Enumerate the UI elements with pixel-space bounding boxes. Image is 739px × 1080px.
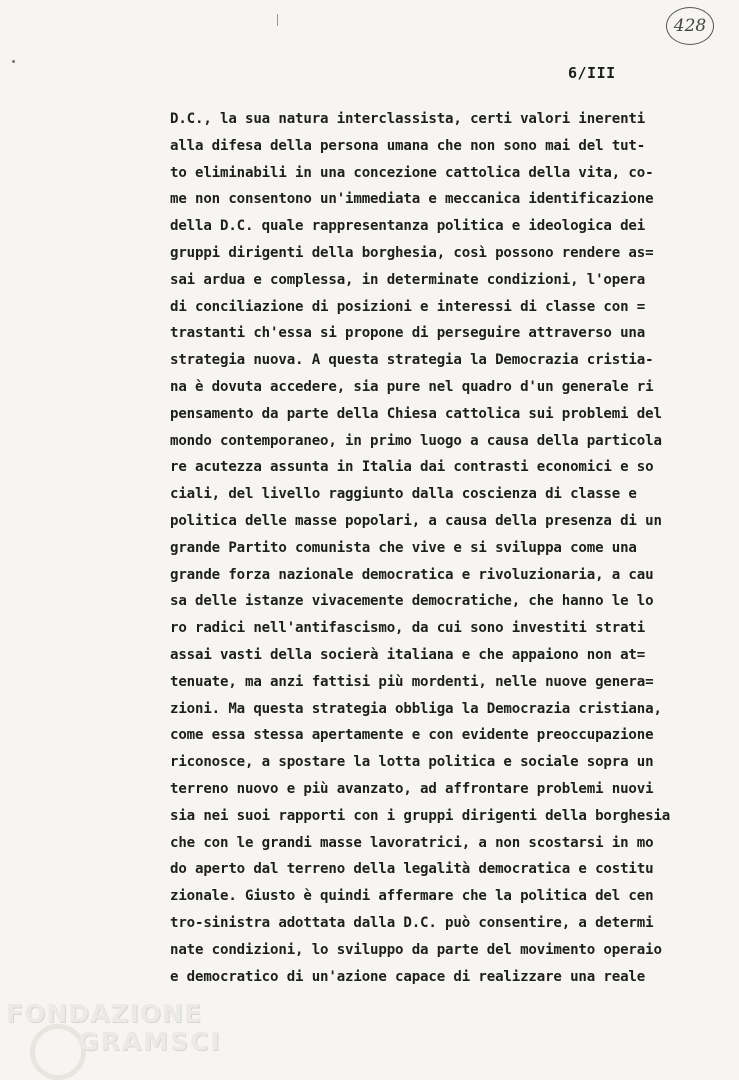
text-line: ro radici nell'antifascismo, da cui sono investiti strati bbox=[170, 620, 646, 637]
text-line: pensamento da parte della Chiesa cattolica sui problemi del bbox=[170, 405, 662, 422]
text-line: re acutezza assunta in Italia dai contrasti economici e so bbox=[170, 459, 654, 476]
text-line: me non consentono un'immediata e meccanica identificazione bbox=[170, 191, 654, 208]
text-line: strategia nuova. A questa strategia la Democrazia cristia- bbox=[170, 352, 654, 369]
text-line: della D.C. quale rappresentanza politica e ideologica dei bbox=[170, 218, 646, 235]
text-line: riconosce, a spostare la lotta politica e sociale sopra un bbox=[170, 754, 654, 771]
text-line: do aperto dal terreno della legalità democratica e costitu bbox=[170, 861, 654, 878]
text-line: mondo contemporaneo, in primo luogo a causa della particola bbox=[170, 432, 662, 449]
text-line: na è dovuta accedere, sia pure nel quadro d'un generale ri bbox=[170, 378, 654, 395]
text-line: gruppi dirigenti della borghesia, così possono rendere as= bbox=[170, 244, 654, 261]
ink-dot bbox=[12, 60, 15, 63]
watermark-line-1: FONDAZIONE bbox=[6, 999, 203, 1028]
text-line: sai ardua e complessa, in determinate condizioni, l'opera bbox=[170, 271, 646, 288]
text-line: to eliminabili in una concezione cattolica della vita, co- bbox=[170, 164, 654, 181]
text-line: zionale. Giusto è quindi affermare che la politica del cen bbox=[170, 888, 654, 905]
text-line: di conciliazione di posizioni e interessi di classe con = bbox=[170, 298, 646, 315]
body-text bbox=[170, 106, 730, 990]
text-line: zioni. Ma questa strategia obbliga la Democrazia cristiana, bbox=[170, 700, 662, 717]
text-line: sa delle istanze vivacemente democratiche, che hanno le lo bbox=[170, 593, 654, 610]
text-line: che con le grandi masse lavoratrici, a non scostarsi in mo bbox=[170, 834, 654, 851]
stamp-number: 428 bbox=[673, 16, 707, 36]
text-line: assai vasti della socierà italiana e che appaiono non at= bbox=[170, 646, 646, 663]
watermark bbox=[6, 1000, 222, 1056]
text-line: alla difesa della persona umana che non sono mai del tut- bbox=[170, 137, 646, 154]
text-line: tenuate, ma anzi fattisi più mordenti, nelle nuove genera= bbox=[170, 673, 654, 690]
page-number: 6/III bbox=[568, 64, 616, 82]
text-line: nate condizioni, lo sviluppo da parte del movimento operaio bbox=[170, 941, 662, 958]
text-line: sia nei suoi rapporti con i gruppi dirigenti della borghesia bbox=[170, 807, 671, 824]
text-line: grande forza nazionale democratica e rivoluzionaria, a cau bbox=[170, 566, 654, 583]
text-line: e democratico di un'azione capace di realizzare una reale bbox=[170, 968, 646, 985]
text-line: tro-sinistra adottata dalla D.C. può consentire, a determi bbox=[170, 914, 654, 931]
text-line: D.C., la sua natura interclassista, certi valori inerenti bbox=[170, 111, 646, 127]
text-line: terreno nuovo e più avanzato, ad affrontare problemi nuovi bbox=[170, 780, 654, 797]
text-line: trastanti ch'essa si propone di perseguire attraverso una bbox=[170, 325, 646, 342]
text-line: come essa stessa apertamente e con evidente preoccupazione bbox=[170, 727, 654, 744]
text-line: grande Partito comunista che vive e si sviluppa come una bbox=[170, 539, 637, 556]
text-line: ciali, del livello raggiunto dalla coscienza di classe e bbox=[170, 486, 637, 503]
page-stamp bbox=[666, 7, 714, 45]
pencil-mark bbox=[277, 14, 278, 26]
watermark-line-2: GRAMSCI bbox=[78, 1027, 222, 1056]
text-line: politica delle masse popolari, a causa della presenza di un bbox=[170, 512, 662, 529]
